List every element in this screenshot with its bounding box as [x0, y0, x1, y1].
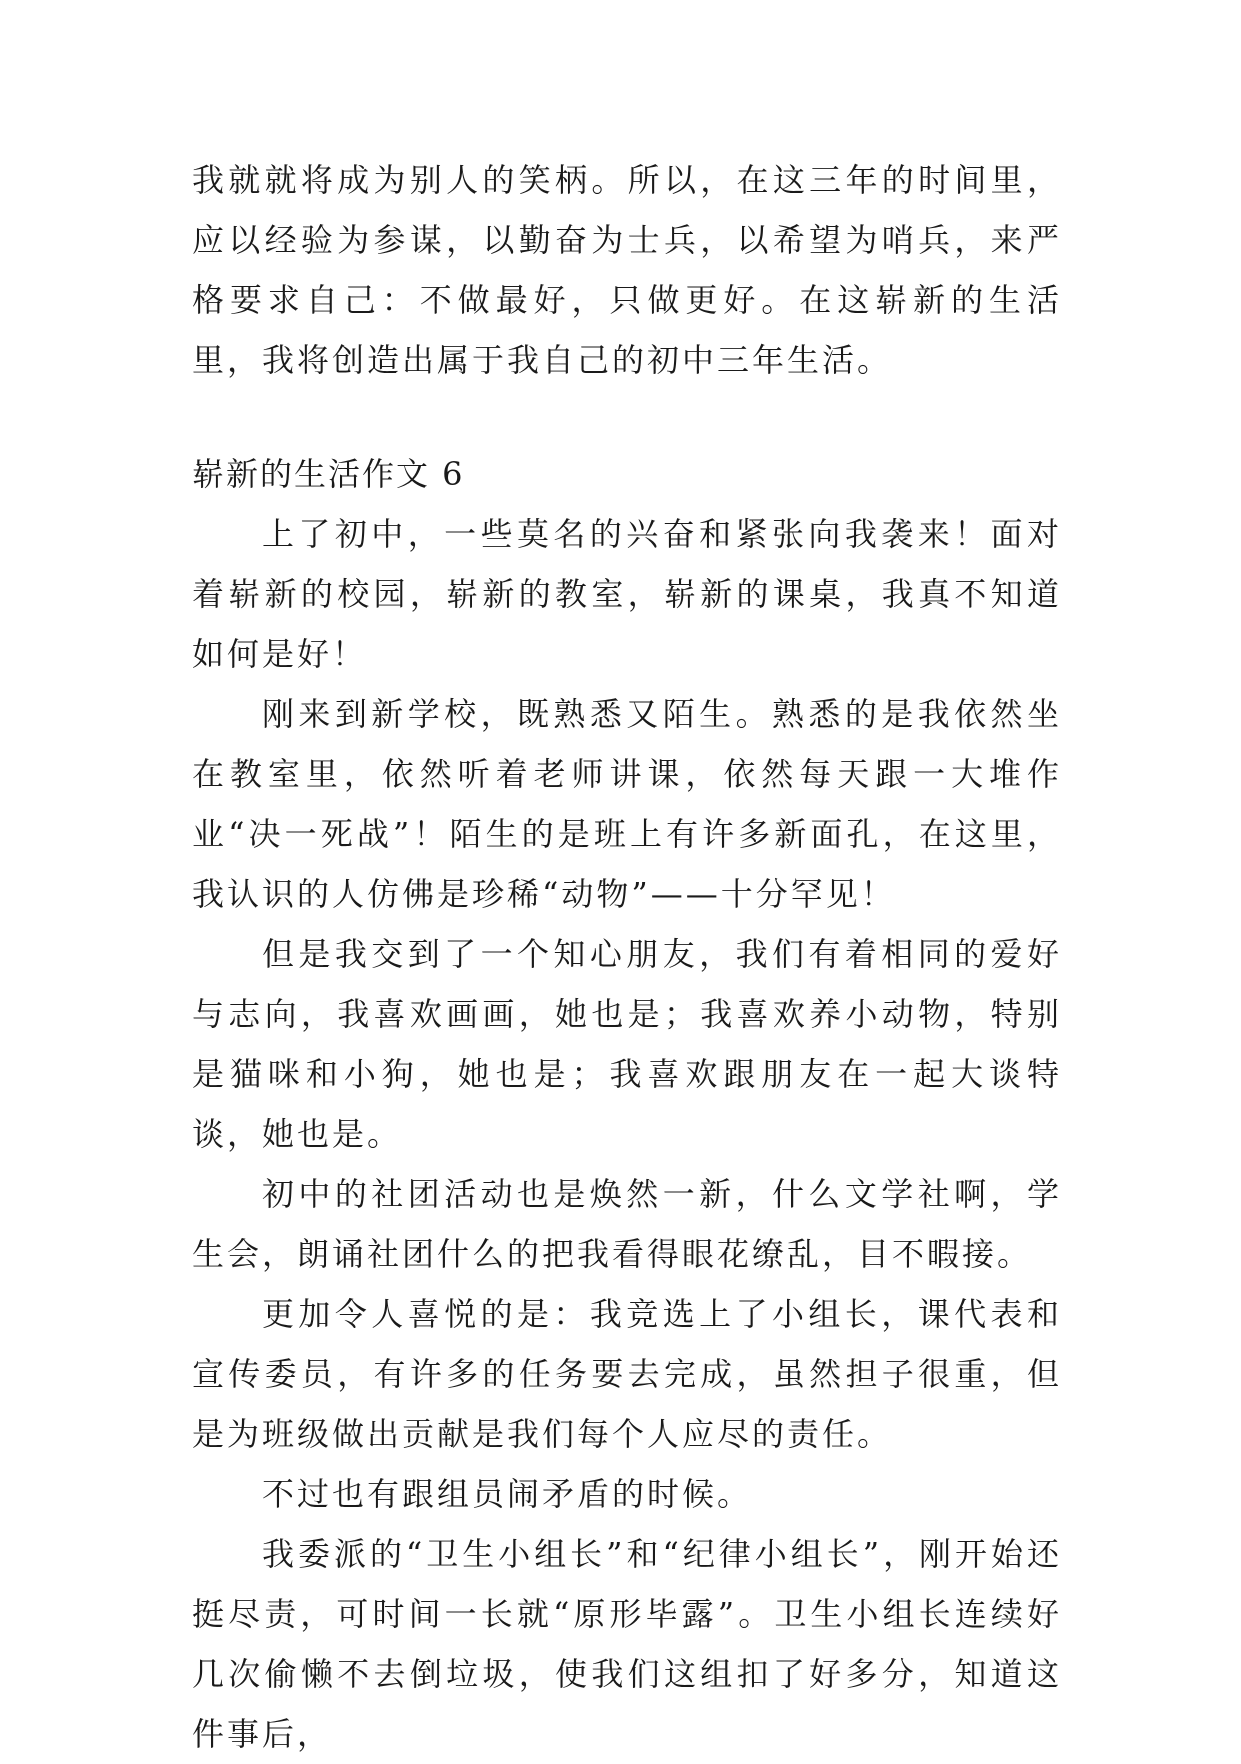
section-title: 崭新的生活作文 6 [192, 455, 465, 493]
paragraph: 更加令人喜悦的是：我竞选上了小组长，课代表和宣传委员，有许多的任务要去完成，虽然担子很重，但是为班级做出贡献是我们每个人应尽的责任。 [192, 1295, 1062, 1453]
paragraph: 不过也有跟组员闹矛盾的时候。 [262, 1475, 753, 1513]
paragraph: 我委派的“卫生小组长”和“纪律小组长”，刚开始还挺尽责，可时间一长就“原形毕露”。卫生小组长连续好几次偷懒不去倒垃圾，使我们这组扣了好多分，知道这件事后， [192, 1535, 1062, 1753]
paragraph: 上了初中，一些莫名的兴奋和紧张向我袭来！面对着崭新的校园，崭新的教室，崭新的课桌，我真不知道如何是好！ [192, 515, 1062, 673]
continued-paragraph: 我就就将成为别人的笑柄。所以，在这三年的时间里，应以经验为参谋，以勤奋为士兵，以希望为哨兵，来严格要求自己：不做最好，只做更好。在这崭新的生活里，我将创造出属于我自己的初中三年生活。 [192, 161, 1062, 379]
paragraph: 初中的社团活动也是焕然一新，什么文学社啊，学生会，朗诵社团什么的把我看得眼花缭乱，目不暇接。 [192, 1175, 1062, 1273]
paragraph: 但是我交到了一个知心朋友，我们有着相同的爱好与志向，我喜欢画画，她也是；我喜欢养小动物，特别是猫咪和小狗，她也是；我喜欢跟朋友在一起大谈特谈，她也是。 [192, 935, 1062, 1153]
paragraph: 刚来到新学校，既熟悉又陌生。熟悉的是我依然坐在教室里，依然听着老师讲课，依然每天跟一大堆作业“决一死战”！陌生的是班上有许多新面孔，在这里，我认识的人仿佛是珍稀“动物”——十分罕见！ [192, 695, 1062, 913]
document-body [192, 150, 1062, 1764]
